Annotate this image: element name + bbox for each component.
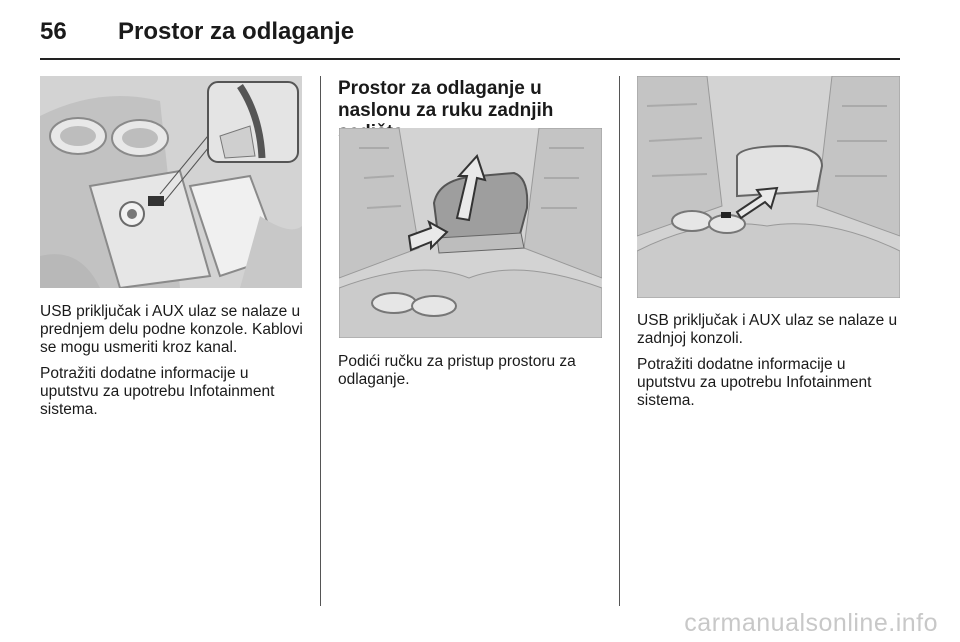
column1-paragraph-1: USB priključak i AUX ulaz se nalaze u prednjem delu podne konzole. Kablovi se mogu usmeriti kroz kanal.	[40, 303, 303, 356]
column3-paragraph-2: Potražiti dodatne informacije u uputstvu za upotrebu Infotainment sistema.	[637, 356, 872, 409]
rear-armrest-illustration	[339, 128, 602, 338]
front-console-illustration	[40, 76, 302, 288]
column2-paragraph-1: Podići ručku za pristup prostoru za odlaganje.	[338, 353, 576, 388]
column-divider-1	[320, 76, 321, 606]
column2-text	[338, 353, 610, 397]
column3-text	[637, 312, 907, 418]
column1-paragraph-2: Potražiti dodatne informacije u uputstvu za upotrebu Infotainment sistema.	[40, 365, 275, 418]
column3-paragraph-1: USB priključak i AUX ulaz se nalaze u zadnjoj konzoli.	[637, 312, 898, 347]
header-rule	[40, 58, 900, 60]
column-divider-2	[619, 76, 620, 606]
page-title: Prostor za odlaganje	[118, 18, 355, 45]
column1-text	[40, 303, 310, 427]
rear-console-usb-illustration	[637, 76, 900, 298]
section-heading: Prostor za odlaganje u naslonu za ruku zadnjih	[338, 78, 554, 121]
page-number: 56	[40, 18, 67, 45]
watermark: carmanualsonline.info	[684, 609, 938, 637]
